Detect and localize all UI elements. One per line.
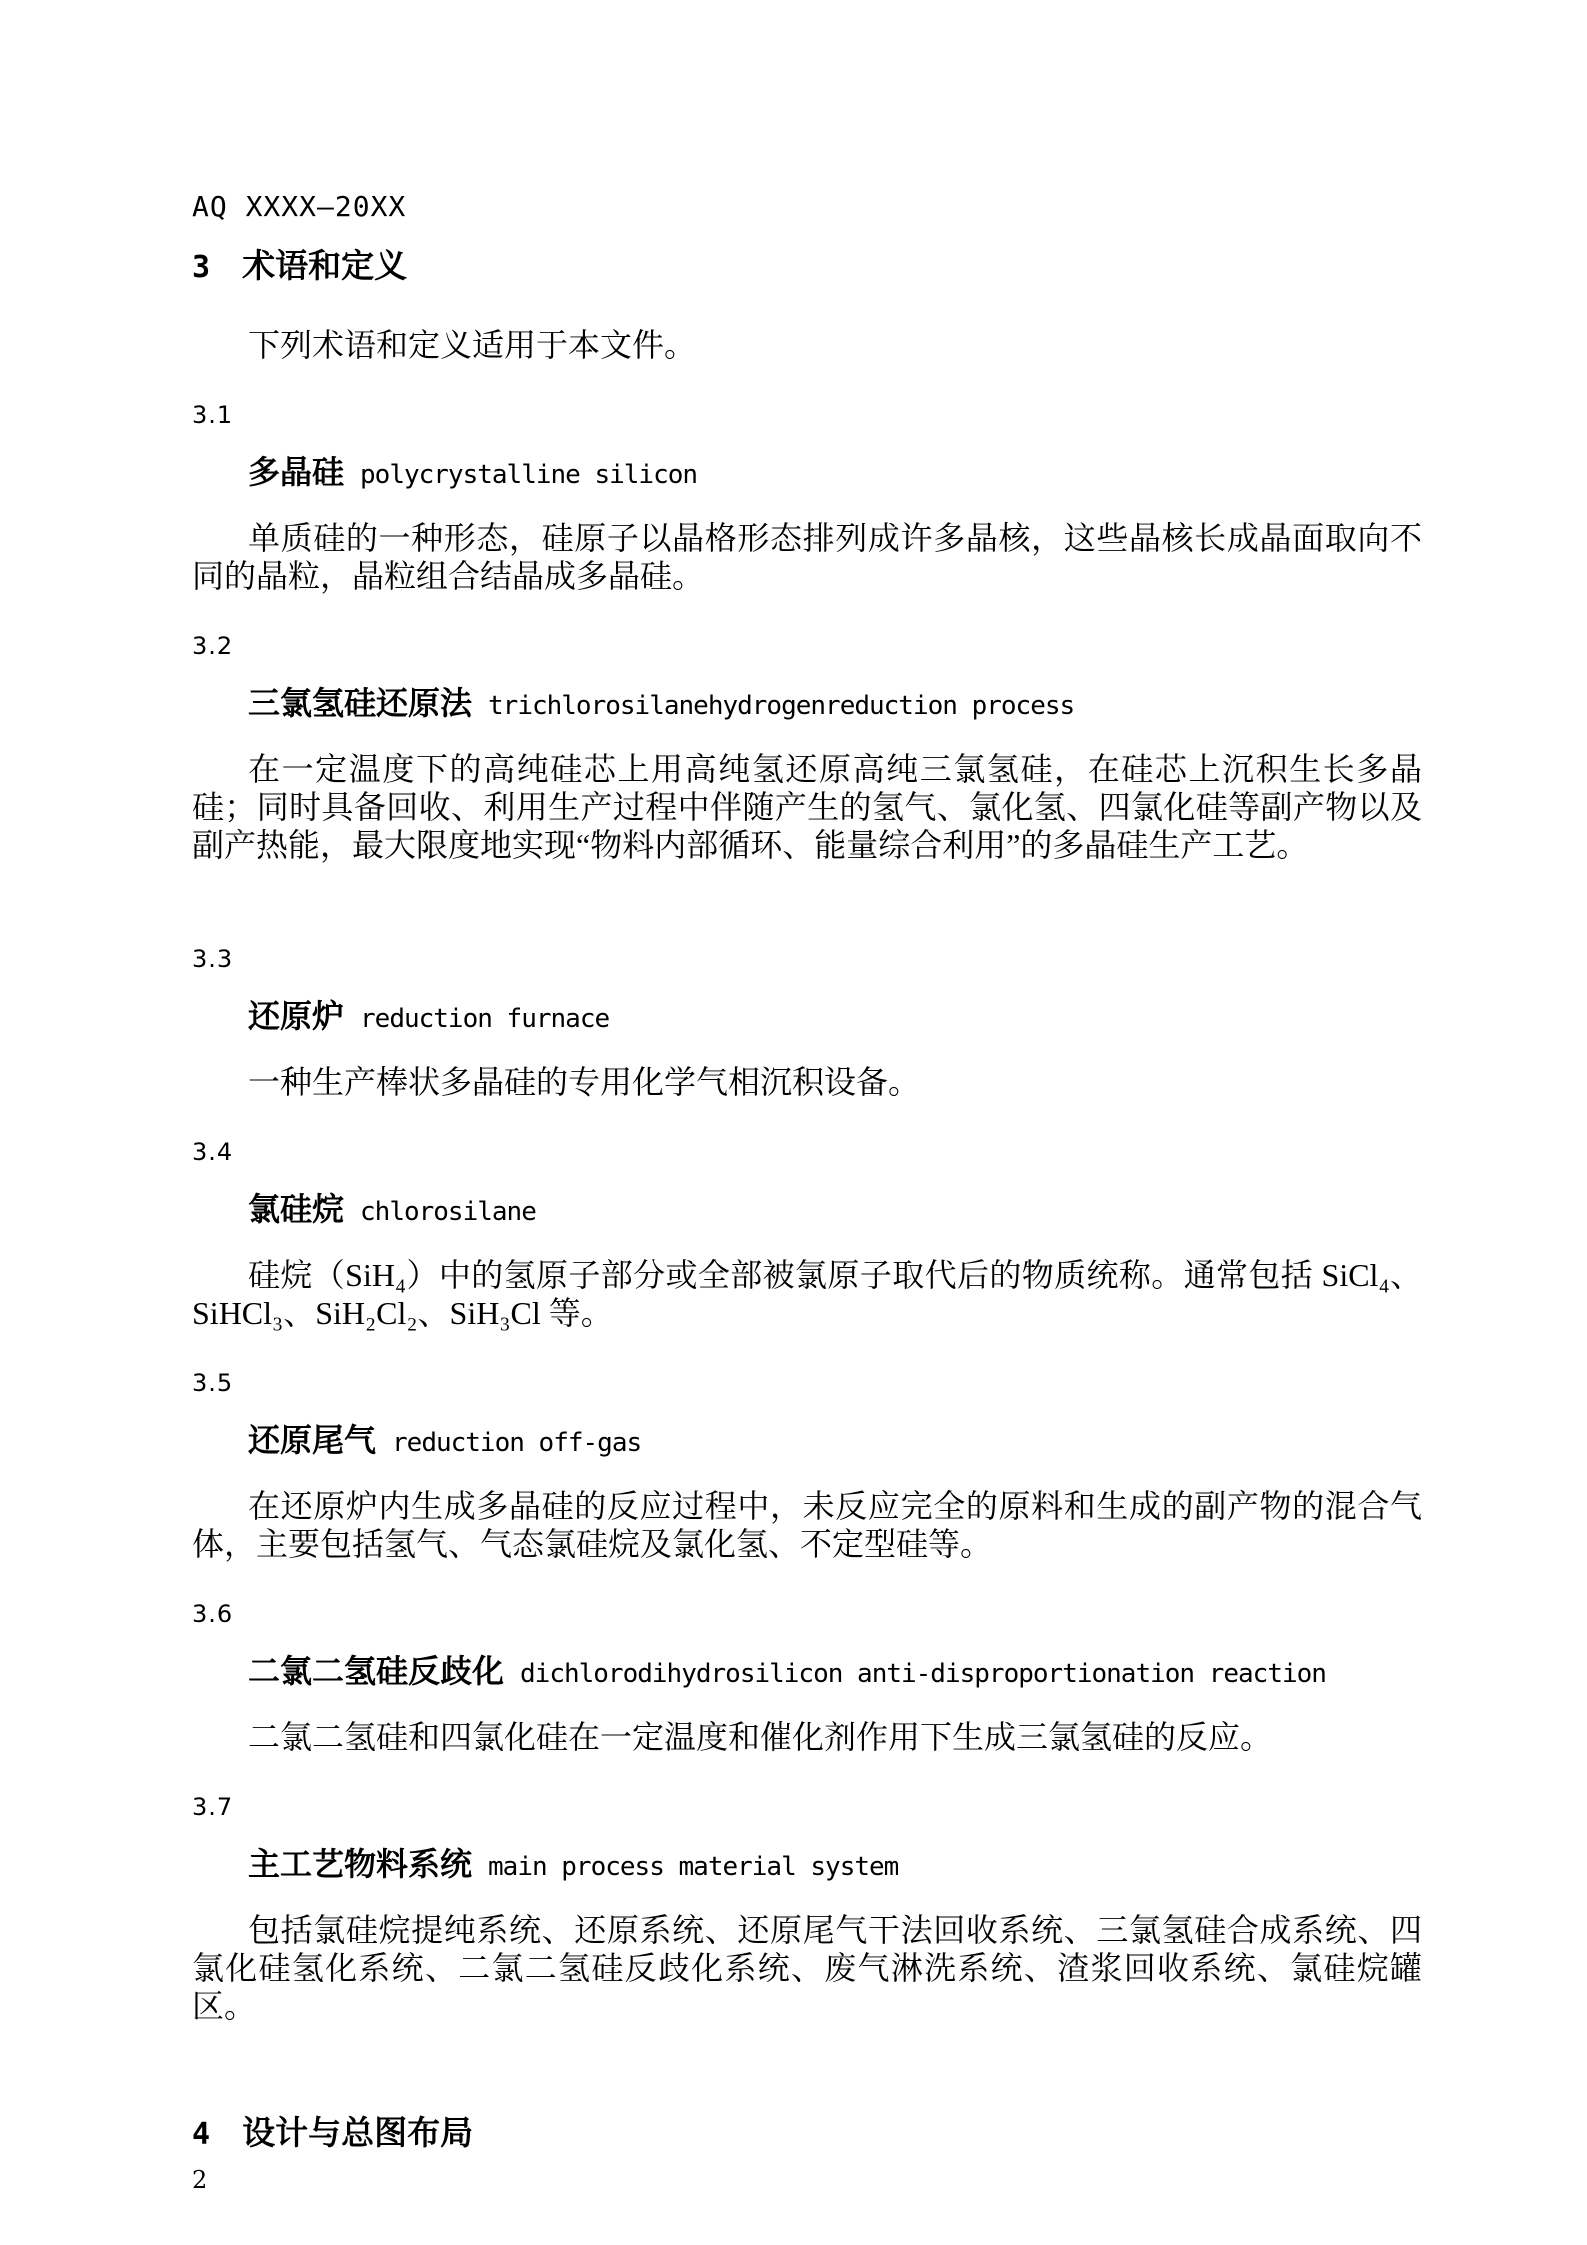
term-number: 3.4 [192,1138,234,1166]
term-number: 3.6 [192,1600,234,1628]
term-name-en: polycrystalline silicon [360,460,698,490]
term-name-zh: 氯硅烷 [248,1190,345,1228]
term-name-en: main process material system [488,1852,899,1882]
term-name-en: trichlorosilanehydrogenreduction process [488,691,1075,721]
term-number: 3.7 [192,1793,234,1821]
term-line [192,452,1422,499]
term-item [192,631,1422,864]
term-definition: 二氯二氢硅和四氯化硅在一定温度和催化剂作用下生成三氯氢硅的反应。 [248,1719,1273,1755]
terms-list [192,400,1422,2025]
term-line [192,683,1422,730]
term-name-zh: 多晶硅 [248,453,345,491]
term-line [192,1189,1422,1236]
term-line [192,1420,1422,1467]
term-item [192,1137,1422,1332]
section-4-title: 设计与总图布局 [242,2113,474,2152]
term-item [192,1792,1422,2025]
term-number: 3.5 [192,1369,234,1397]
section-3-number: 3 [192,250,211,285]
term-name-zh: 二氯二氢硅反歧化 [248,1652,505,1690]
term-name-zh: 三氯氢硅还原法 [248,684,473,722]
term-item [192,944,1422,1101]
term-item [192,1368,1422,1563]
term-definition: 硅烷（SiH₄）中的氢原子部分或全部被氯原子取代后的物质统称。通常包括 SiCl₄、SiHCl₃、SiH₂Cl₂、SiH₃Cl 等。 [192,1257,1422,1331]
term-name-en: chlorosilane [360,1197,536,1227]
term-name-zh: 还原尾气 [248,1421,377,1459]
term-line [192,996,1422,1043]
term-line [192,1651,1422,1698]
section-3-heading [192,246,1422,288]
section-4-heading [192,2113,1422,2155]
intro-paragraph: 下列术语和定义适用于本文件。 [248,327,697,363]
term-item [192,1599,1422,1756]
term-definition: 包括氯硅烷提纯系统、还原系统、还原尾气干法回收系统、三氯氢硅合成系统、四氯化硅氢化系统、二氯二氢硅反歧化系统、废气淋洗系统、渣浆回收系统、氯硅烷罐区。 [192,1912,1422,2024]
term-definition: 单质硅的一种形态，硅原子以晶格形态排列成许多晶核，这些晶核长成晶面取向不同的晶粒，晶粒组合结晶成多晶硅。 [192,520,1422,594]
page-number: 2 [192,2166,208,2194]
term-definition: 一种生产棒状多晶硅的专用化学气相沉积设备。 [248,1064,921,1100]
doc-header: AQ XXXX—20XX [192,190,407,223]
term-name-zh: 主工艺物料系统 [248,1845,473,1883]
section-4-number: 4 [192,2117,211,2152]
term-name-en: reduction off-gas [392,1428,642,1458]
term-number: 3.1 [192,401,234,429]
term-name-en: dichlorodihydrosilicon anti-disproportionation reaction [520,1659,1326,1689]
term-definition: 在一定温度下的高纯硅芯上用高纯氢还原高纯三氯氢硅，在硅芯上沉积生长多晶硅；同时具备回收、利用生产过程中伴随产生的氢气、氯化氢、四氯化硅等副产物以及副产热能，最大限度地实现“物料内部循环、能量综合利用”的多晶硅生产工艺。 [192,751,1422,863]
term-item [192,400,1422,595]
term-number: 3.2 [192,632,234,660]
term-definition: 在还原炉内生成多晶硅的反应过程中，未反应完全的原料和生成的副产物的混合气体，主要包括氢气、气态氯硅烷及氯化氢、不定型硅等。 [192,1488,1422,1562]
section-3-title: 术语和定义 [242,246,408,285]
term-name-en: reduction furnace [360,1004,610,1034]
term-name-zh: 还原炉 [248,997,345,1035]
term-line [192,1844,1422,1891]
term-number: 3.3 [192,945,234,973]
